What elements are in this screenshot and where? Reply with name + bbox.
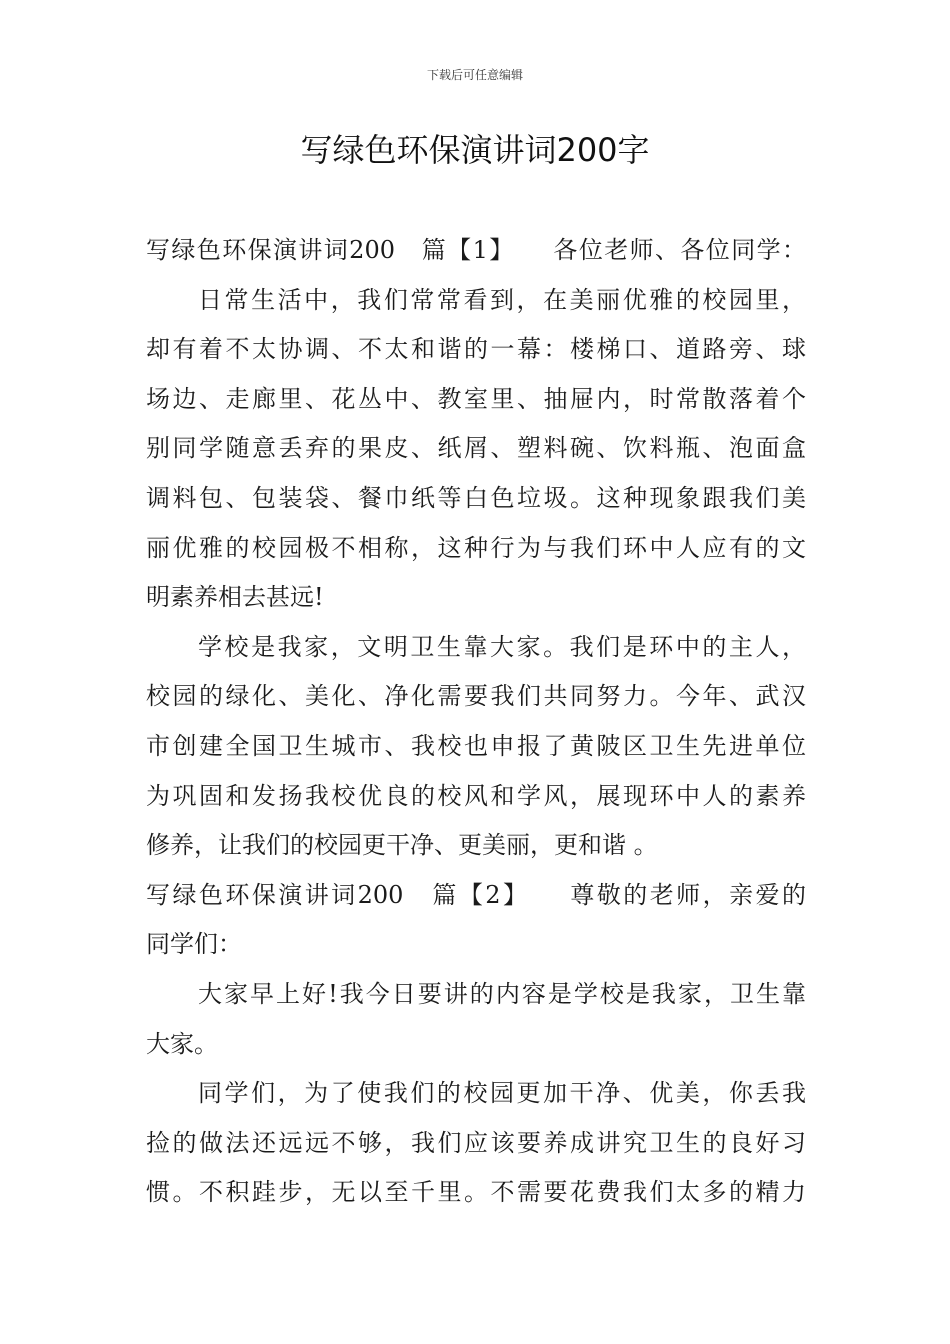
text-line: 别同学随意丢弃的果皮、纸屑、塑料碗、饮料瓶、泡面盒: [146, 434, 806, 463]
text-line: 调料包、包装袋、餐巾纸等白色垃圾。这种现象跟我们美: [146, 483, 806, 512]
text-line: 同学们：: [146, 930, 242, 959]
text-line: 修养，让我们的校园更干净、更美丽，更和谐 。: [146, 831, 658, 860]
text-line: 大家。: [146, 1029, 218, 1058]
text-line: 捡的做法还远远不够，我们应该要养成讲究卫生的良好习: [146, 1128, 806, 1157]
document-title: 写绿色环保演讲词200字: [300, 131, 650, 169]
text-line: 日常生活中，我们常常看到，在美丽优雅的校园里，: [198, 285, 806, 314]
text-line: 写绿色环保演讲词200 篇【1】 各位老师、各位同学：: [146, 236, 806, 264]
text-line: 丽优雅的校园极不相称，这种行为与我们环中人应有的文: [146, 533, 806, 562]
text-line: 市创建全国卫生城市、我校也申报了黄陂区卫生先进单位: [146, 731, 806, 760]
text-line: 同学们，为了使我们的校园更加干净、优美，你丢我: [198, 1079, 806, 1108]
text-line: 大家早上好!我今日要讲的内容是学校是我家，卫生靠: [198, 979, 806, 1008]
text-line: 却有着不太协调、不太和谐的一幕：楼梯口、道路旁、球: [146, 335, 806, 364]
document-body: [146, 226, 806, 1218]
header-note: 下载后可任意编辑: [426, 68, 523, 82]
text-line: 惯。不积跬步，无以至千里。不需要花费我们太多的精力: [146, 1178, 806, 1207]
text-line: 写绿色环保演讲词200 篇【2】 尊敬的老师，亲爱的: [146, 880, 806, 909]
text-line: 场边、走廊里、花丛中、教室里、抽屉内，时常散落着个: [146, 384, 806, 413]
text-line: 为巩固和发扬我校优良的校风和学风，展现环中人的素养: [146, 781, 806, 810]
text-line: 校园的绿化、美化、净化需要我们共同努力。今年、武汉: [146, 682, 806, 711]
text-line: 学校是我家，文明卫生靠大家。我们是环中的主人，: [198, 632, 806, 661]
text-line: 明素养相去甚远!: [146, 583, 324, 612]
